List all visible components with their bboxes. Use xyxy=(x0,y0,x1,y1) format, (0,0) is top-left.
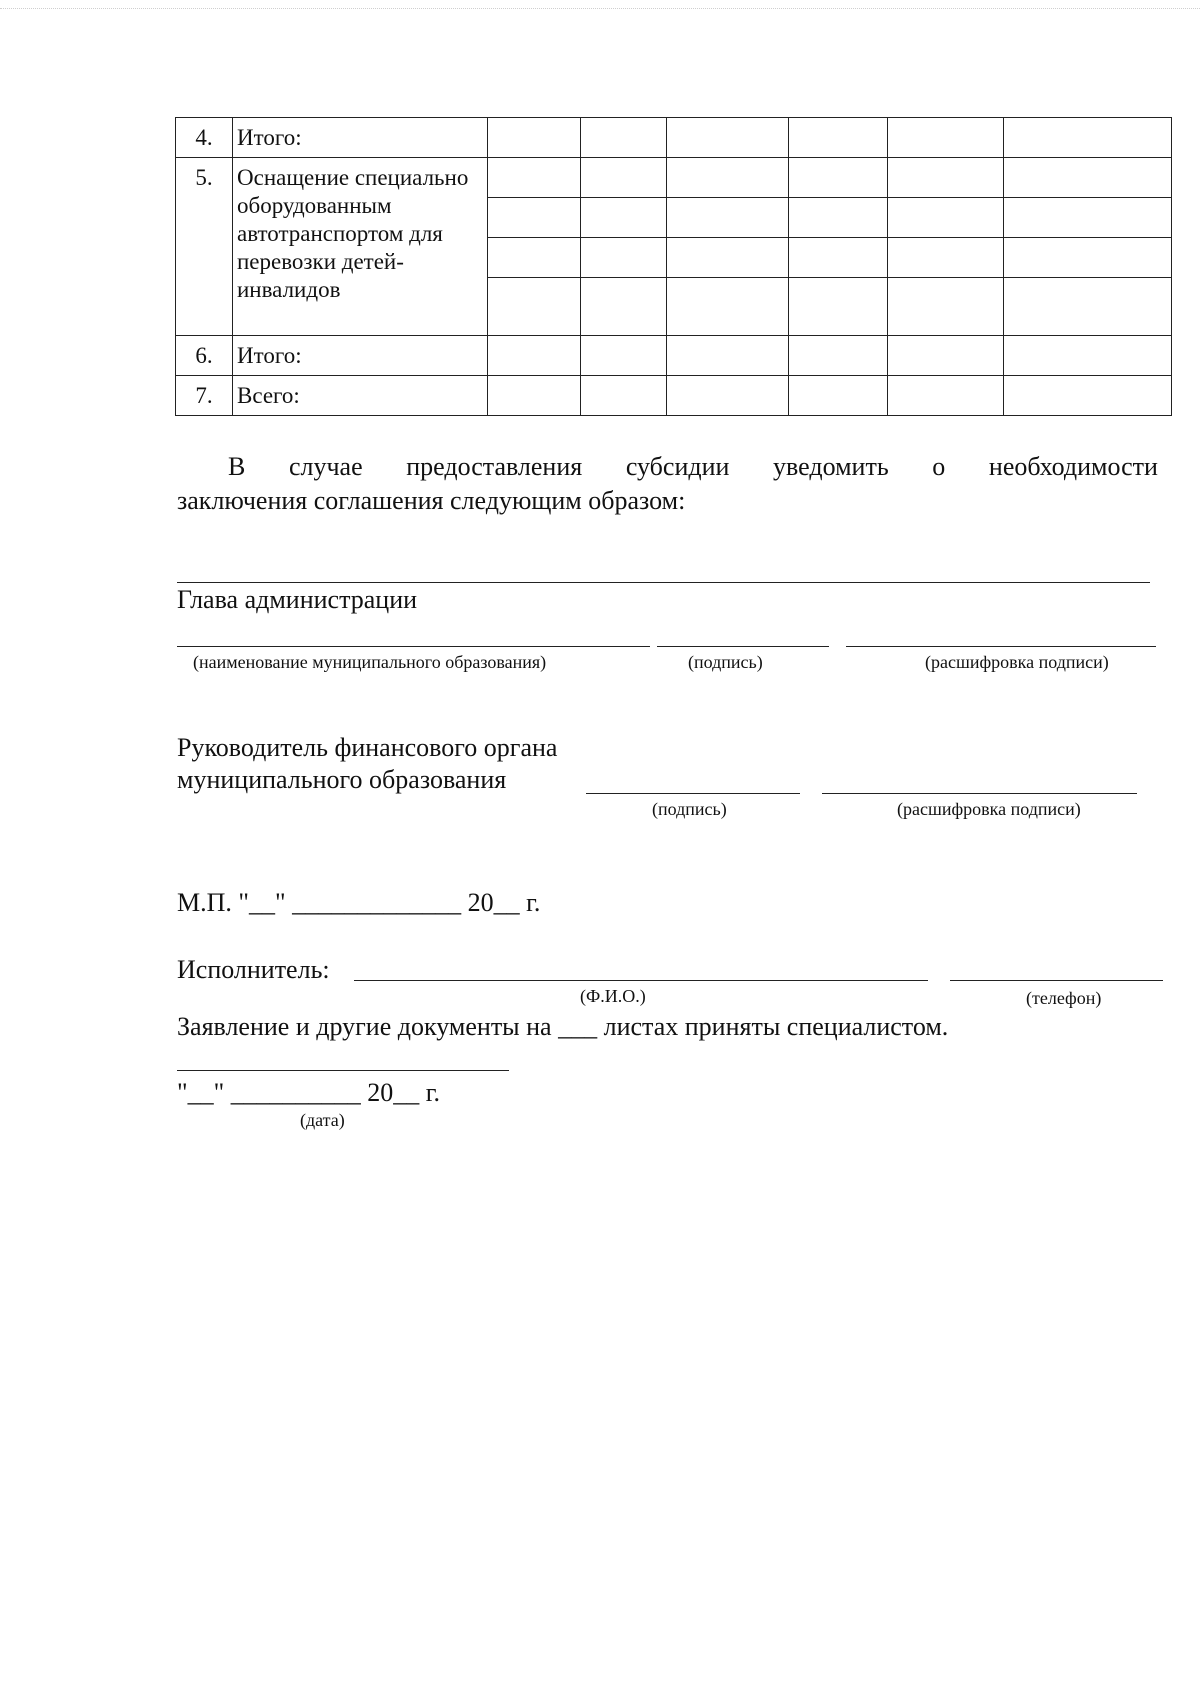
table-cell xyxy=(1004,118,1172,158)
table-cell xyxy=(888,158,1004,198)
caption-decode: (расшифровка подписи) xyxy=(925,652,1109,672)
table-row xyxy=(176,376,1172,416)
table-cell xyxy=(888,238,1004,278)
table-cell xyxy=(667,336,789,376)
signature-line xyxy=(846,646,1156,647)
table-cell xyxy=(667,118,789,158)
accepted-statement: Заявление и другие документы на ___ листах приняты специалистом. xyxy=(177,1012,949,1041)
signature-line xyxy=(657,646,829,647)
final-date: "__" __________ 20__ г. xyxy=(177,1078,440,1107)
finance-title-line-1: Руководитель финансового органа xyxy=(177,733,558,762)
signature-line xyxy=(354,980,928,981)
table-cell xyxy=(1004,238,1172,278)
notice-word: о xyxy=(932,452,946,481)
table-cell xyxy=(581,278,667,336)
table-cell xyxy=(789,118,888,158)
stamp-date: М.П. "__" _____________ 20__ г. xyxy=(177,888,541,917)
table-cell xyxy=(667,238,789,278)
notice-line-1 xyxy=(228,450,1158,483)
row-number: 5. xyxy=(176,158,233,336)
row-number: 4. xyxy=(176,118,233,158)
signature-line xyxy=(950,980,1163,981)
table-cell xyxy=(789,238,888,278)
caption-phone: (телефон) xyxy=(1026,988,1102,1008)
table-cell xyxy=(667,278,789,336)
table-cell xyxy=(667,198,789,238)
caption-signature: (подпись) xyxy=(688,652,763,672)
table-cell xyxy=(667,158,789,198)
row-name: Оснащение специально оборудованным автотранспортом для перевозки детей-инвалидов xyxy=(233,158,488,336)
table-row xyxy=(176,158,1172,198)
caption-signature: (подпись) xyxy=(652,799,727,819)
row-name: Итого: xyxy=(233,118,488,158)
table-cell xyxy=(888,198,1004,238)
data-table xyxy=(175,117,1172,416)
signature-line xyxy=(822,793,1137,794)
table-cell xyxy=(488,158,581,198)
caption-decode: (расшифровка подписи) xyxy=(897,799,1081,819)
notice-word: случае xyxy=(288,452,363,481)
table-cell xyxy=(789,336,888,376)
notice-word: субсидии xyxy=(625,452,730,481)
row-number: 7. xyxy=(176,376,233,416)
table-row xyxy=(176,118,1172,158)
signature-line xyxy=(586,793,800,794)
table-cell xyxy=(789,198,888,238)
table-cell xyxy=(789,158,888,198)
notice-line-2: заключения соглашения следующим образом: xyxy=(177,486,686,515)
table-cell xyxy=(488,238,581,278)
table-row xyxy=(176,336,1172,376)
table-cell xyxy=(667,376,789,416)
signature-line xyxy=(177,646,650,647)
table-cell xyxy=(1004,198,1172,238)
executor-label: Исполнитель: xyxy=(177,955,330,984)
table-cell xyxy=(488,118,581,158)
table-cell xyxy=(888,118,1004,158)
table-cell xyxy=(488,336,581,376)
table-cell xyxy=(888,376,1004,416)
row-number: 6. xyxy=(176,336,233,376)
table-cell xyxy=(488,278,581,336)
caption-fio: (Ф.И.О.) xyxy=(580,986,646,1006)
notice-word: уведомить xyxy=(773,452,889,481)
table-cell xyxy=(581,118,667,158)
table-cell xyxy=(488,376,581,416)
table-cell xyxy=(1004,336,1172,376)
notice-word: предоставления xyxy=(406,452,583,481)
notice-word: В xyxy=(228,452,246,481)
table-cell xyxy=(789,376,888,416)
finance-title-line-2: муниципального образования xyxy=(177,765,507,794)
table-cell xyxy=(1004,158,1172,198)
notice-word: необходимости xyxy=(988,452,1158,481)
row-name: Итого: xyxy=(233,336,488,376)
head-title: Глава администрации xyxy=(177,585,418,614)
caption-date: (дата) xyxy=(300,1110,345,1130)
scan-edge-artifact xyxy=(0,8,1200,9)
table-cell xyxy=(581,238,667,278)
table-cell xyxy=(581,336,667,376)
table-cell xyxy=(581,158,667,198)
caption-name: (наименование муниципального образования) xyxy=(193,652,547,672)
table-cell xyxy=(888,336,1004,376)
table-cell xyxy=(581,198,667,238)
table-cell xyxy=(789,278,888,336)
row-name: Всего: xyxy=(233,376,488,416)
table-cell xyxy=(1004,278,1172,336)
table-cell xyxy=(1004,376,1172,416)
table-cell xyxy=(581,376,667,416)
signature-line xyxy=(177,1070,509,1071)
table-cell xyxy=(488,198,581,238)
table-cell xyxy=(888,278,1004,336)
